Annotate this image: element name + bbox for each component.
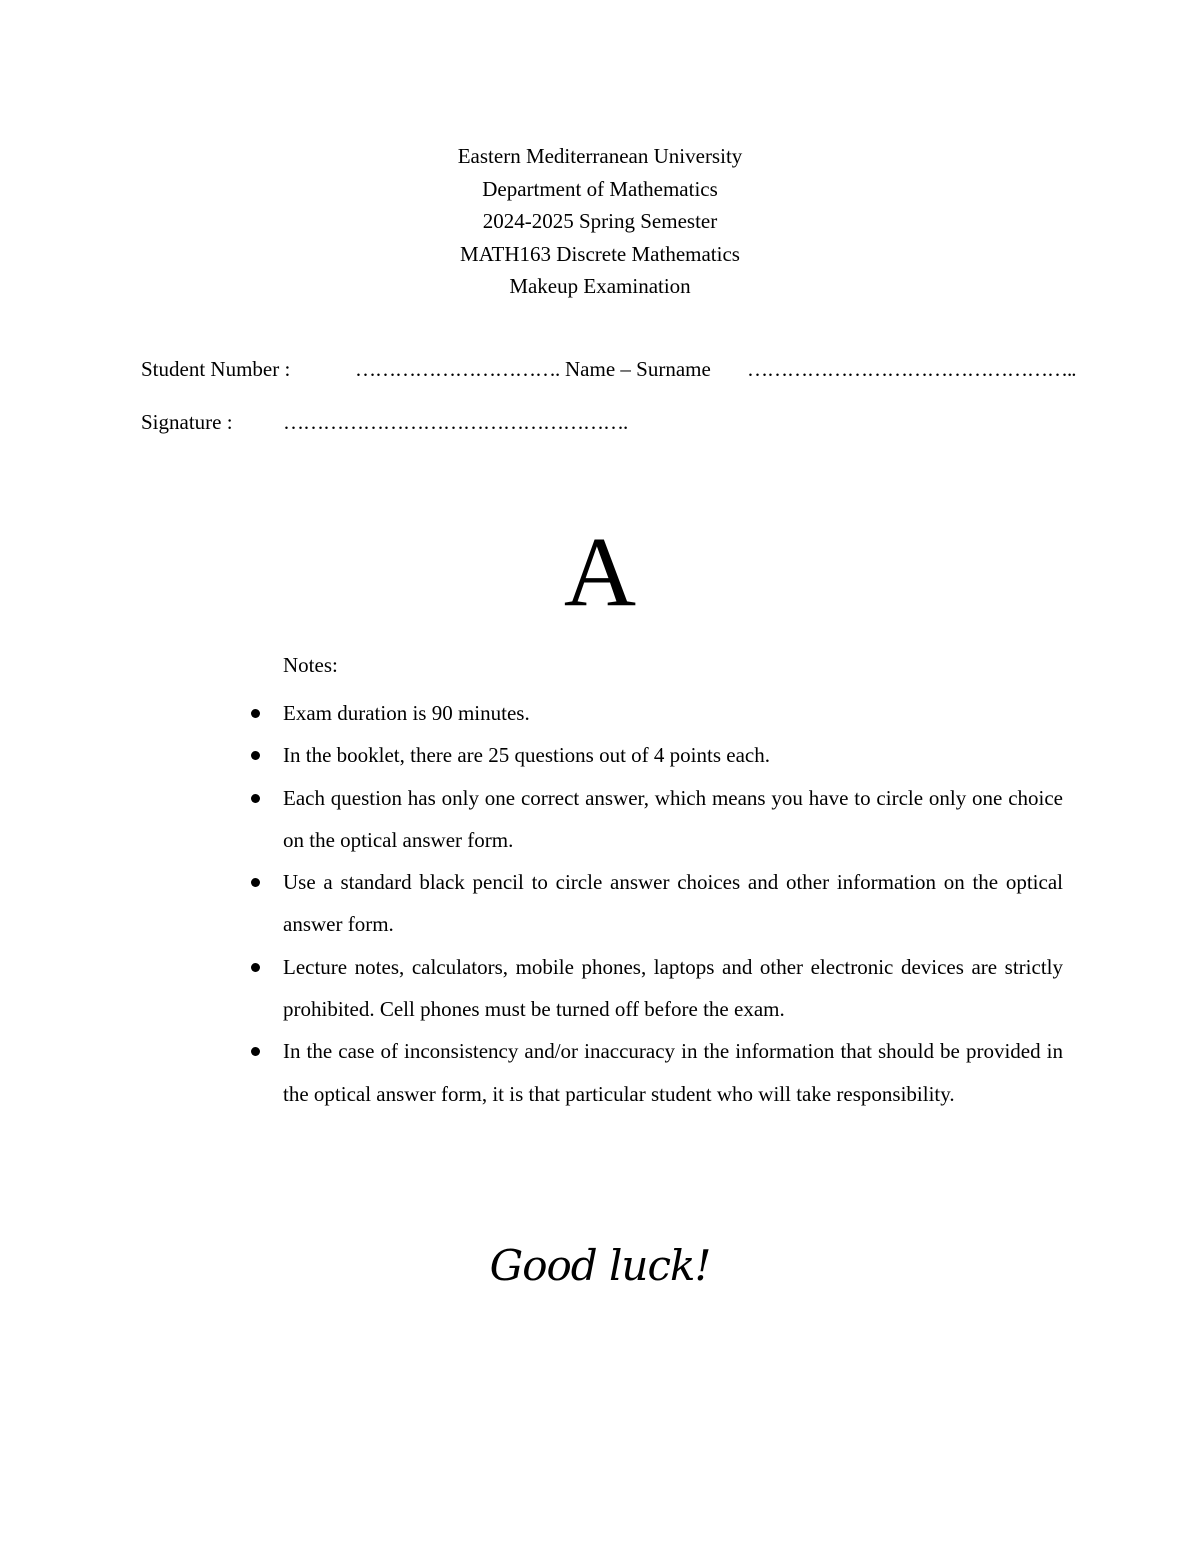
signature-blank: ……………………………………………. (283, 410, 628, 434)
bullet-icon (251, 709, 260, 718)
note-item: Use a standard black pencil to circle answer choices and other information on the optical answer form. (283, 861, 1063, 946)
bullet-icon (251, 751, 260, 760)
exam-type: Makeup Examination (509, 274, 691, 298)
good-luck-message: Good luck! (489, 1241, 711, 1290)
department-name: Department of Mathematics (482, 176, 718, 201)
signature-label: Signature : (141, 410, 233, 434)
name-surname-blank: ………………………………………….. (747, 357, 1076, 381)
bullet-icon (251, 1047, 260, 1056)
notes-list (283, 692, 1063, 1115)
student-number-label: Student Number : (141, 357, 291, 381)
bullet-icon (251, 878, 260, 887)
notes-title: Notes: (283, 653, 338, 677)
semester: 2024-2025 Spring Semester (482, 209, 718, 233)
note-item: Lecture notes, calculators, mobile phones, laptops and other electronic devices are strictly prohibited. Cell phones must be turned off before the exam. (283, 946, 1063, 1031)
university-name: Eastern Mediterranean University (457, 144, 743, 168)
bullet-icon (251, 963, 260, 972)
note-item: Exam duration is 90 minutes. (283, 692, 1063, 734)
note-item: In the case of inconsistency and/or inaccuracy in the information that should be provided in the optical answer form, it is that particular student who will take responsibility. (283, 1030, 1063, 1115)
booklet-letter: A (563, 516, 637, 627)
note-item: Each question has only one correct answer, which means you have to circle only one choice on the optical answer form. (283, 777, 1063, 862)
course-title: MATH163 Discrete Mathematics (460, 241, 740, 266)
student-number-blank: …………………………. (355, 357, 560, 381)
exam-header (0, 140, 1200, 303)
bullet-icon (251, 794, 260, 803)
name-surname-label: Name – Surname (565, 357, 711, 381)
note-item: In the booklet, there are 25 questions out of 4 points each. (283, 734, 1063, 776)
